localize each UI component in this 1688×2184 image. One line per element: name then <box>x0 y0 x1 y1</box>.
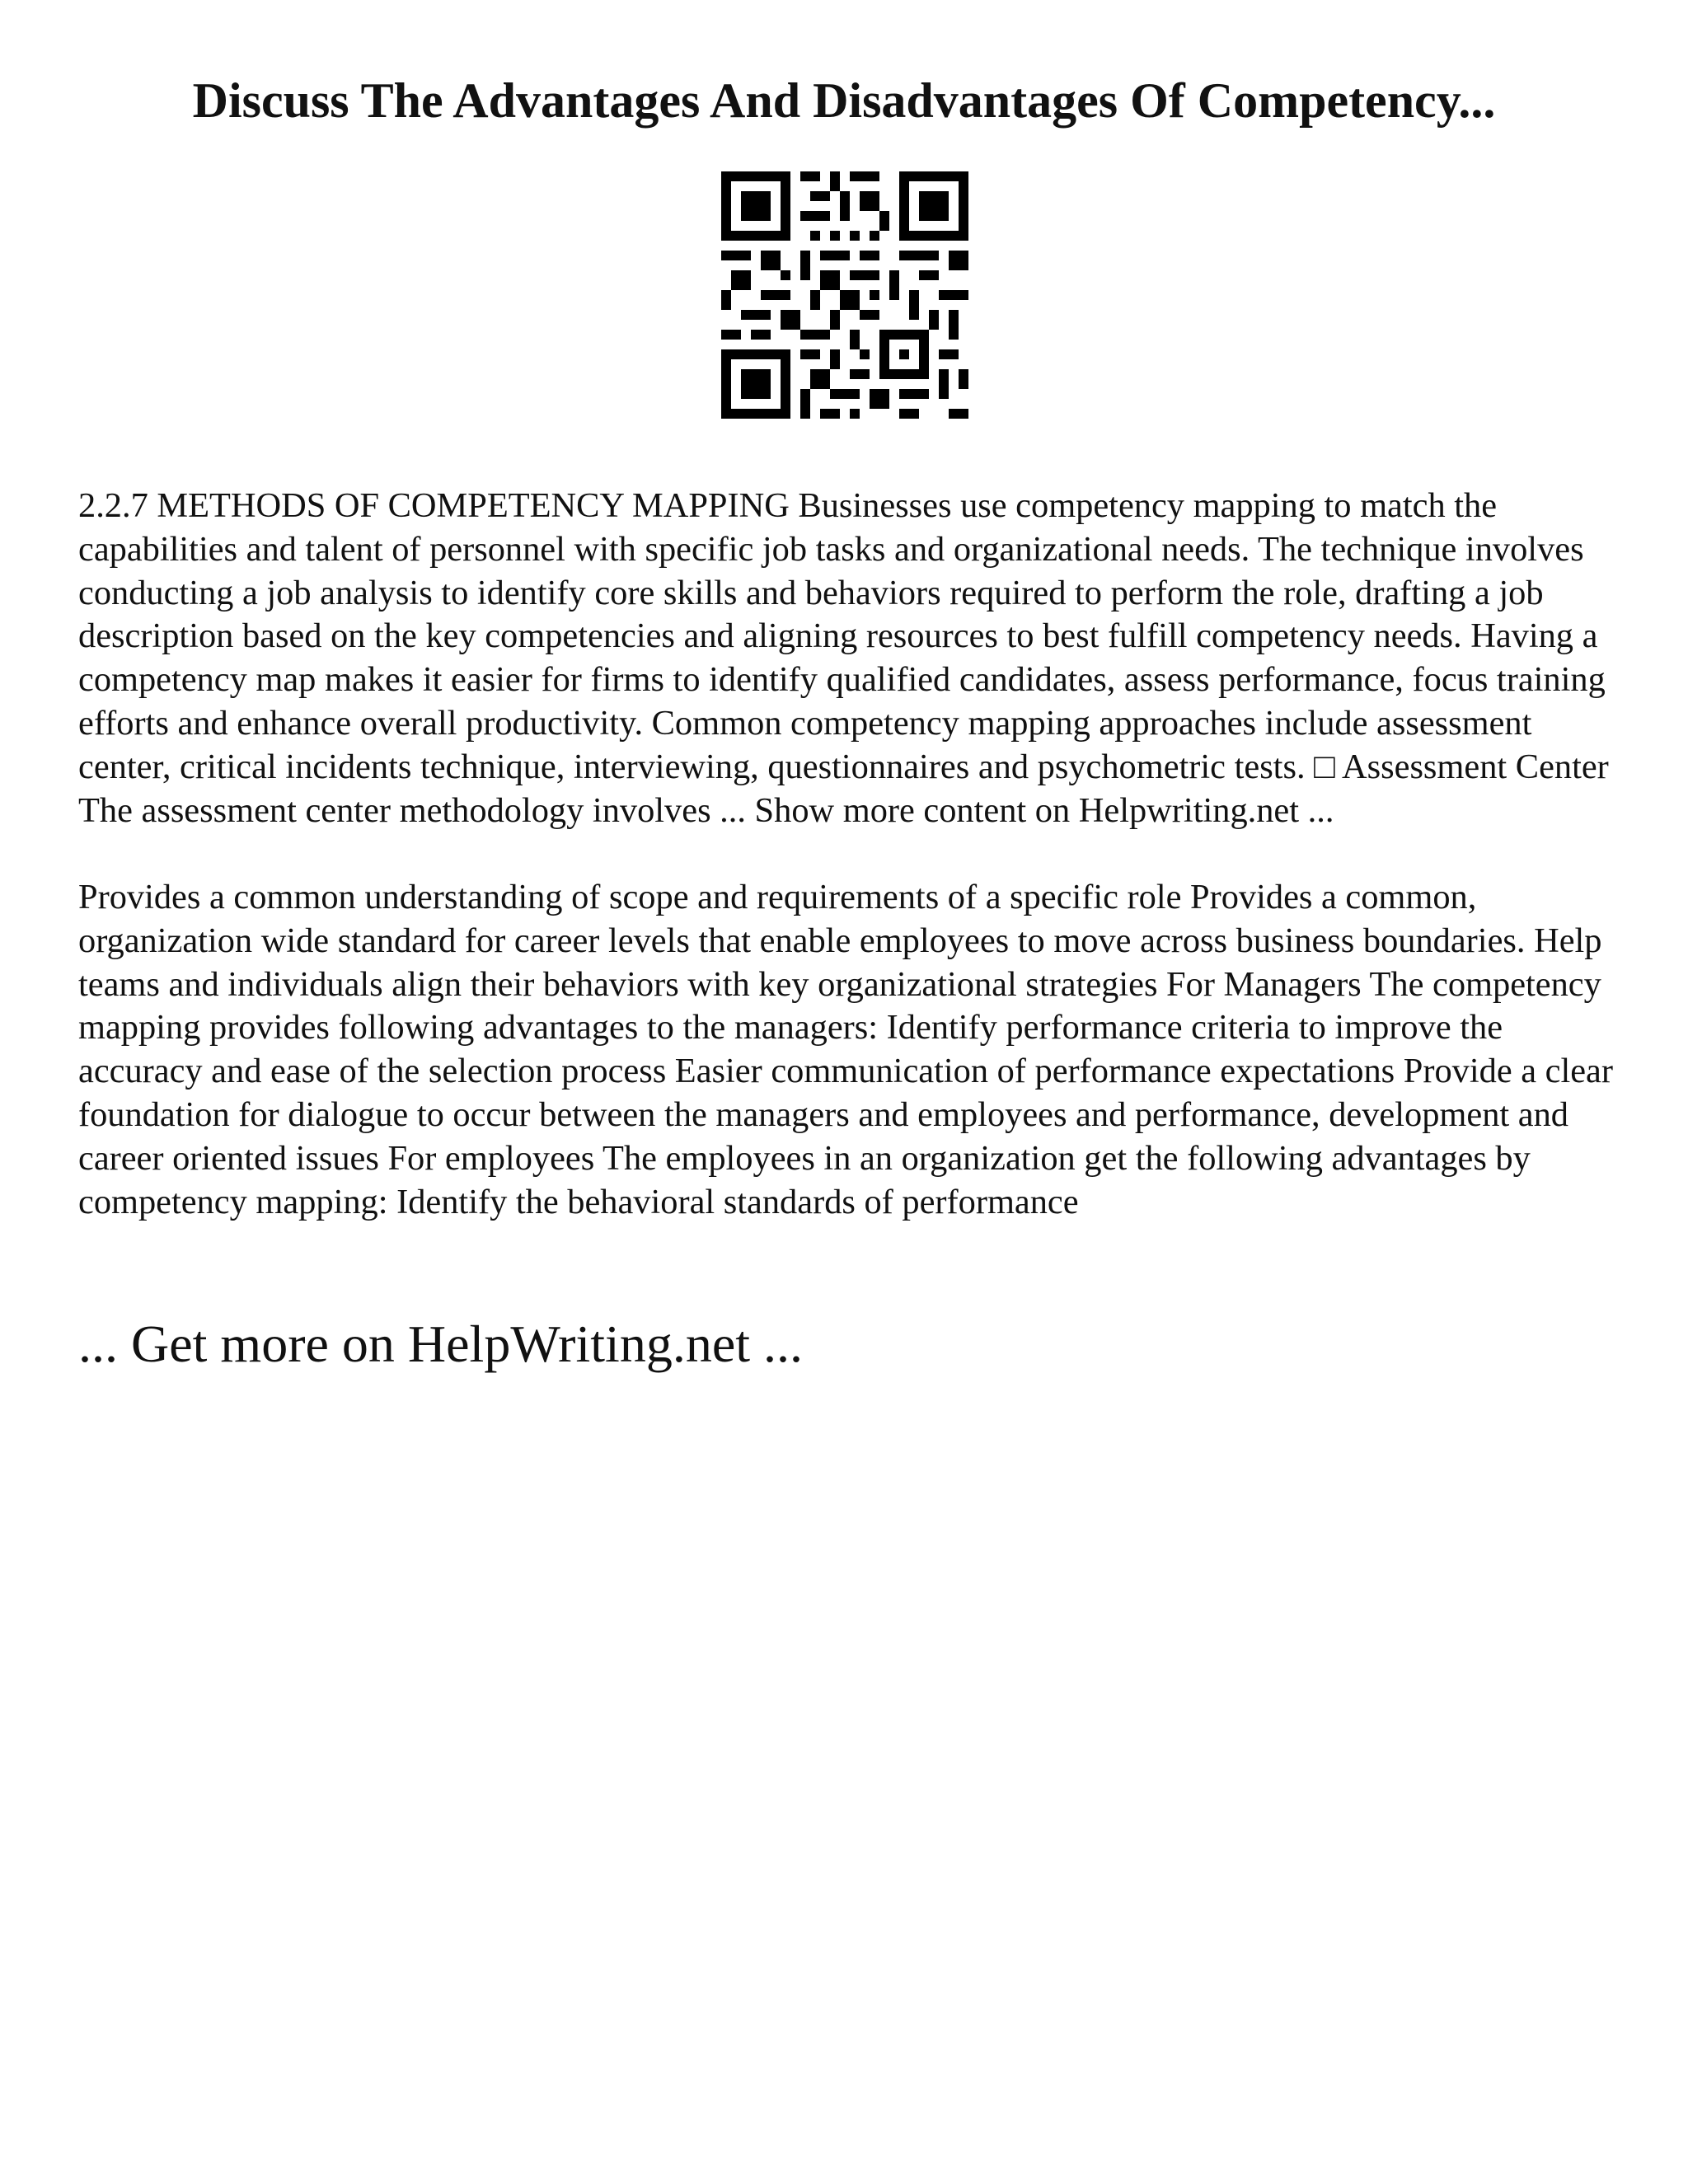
get-more-link[interactable]: ... Get more on HelpWriting.net ... <box>78 1315 803 1373</box>
paragraph-methods: 2.2.7 METHODS OF COMPETENCY MAPPING Businesses use competency mapping to match the capabilities and talent of personnel with specific job tasks and organizational needs. The technique involves conducting a job analysis to identify core skills and behaviors required to perform the role, drafting a job description based on the key competencies and aligning resources to best fulfill competency needs. Having a competency map makes it easier for firms to identify qualified candidates, assess performance, focus training efforts and enhance overall productivity. Common competency mapping approaches include assessment center, critical incidents technique, interviewing, questionnaires and psychometric tests. □ Assessment Center The assessment center methodology involves ... Show more content on Helpwriting.net ... <box>78 486 1609 830</box>
qr-code-icon <box>721 171 968 419</box>
page-title: Discuss The Advantages And Disadvantages Of Competency... <box>192 73 1496 129</box>
paragraph-advantages: Provides a common understanding of scope and requirements of a specific role Provides a common, organization wide standard for career levels that enable employees to move across business boundaries. Help teams and individuals align their behaviors with key organizational strategies For Managers The competency mapping provides following advantages to the managers: Identify performance criteria to improve the accuracy and ease of the selection process Easier communication of performance expectations Provide a clear foundation for dialogue to occur between the managers and employees and performance, development and career oriented issues For employees The employees in an organization get the following advantages by competency mapping: Identify the behavioral standards of performance <box>78 878 1613 1221</box>
